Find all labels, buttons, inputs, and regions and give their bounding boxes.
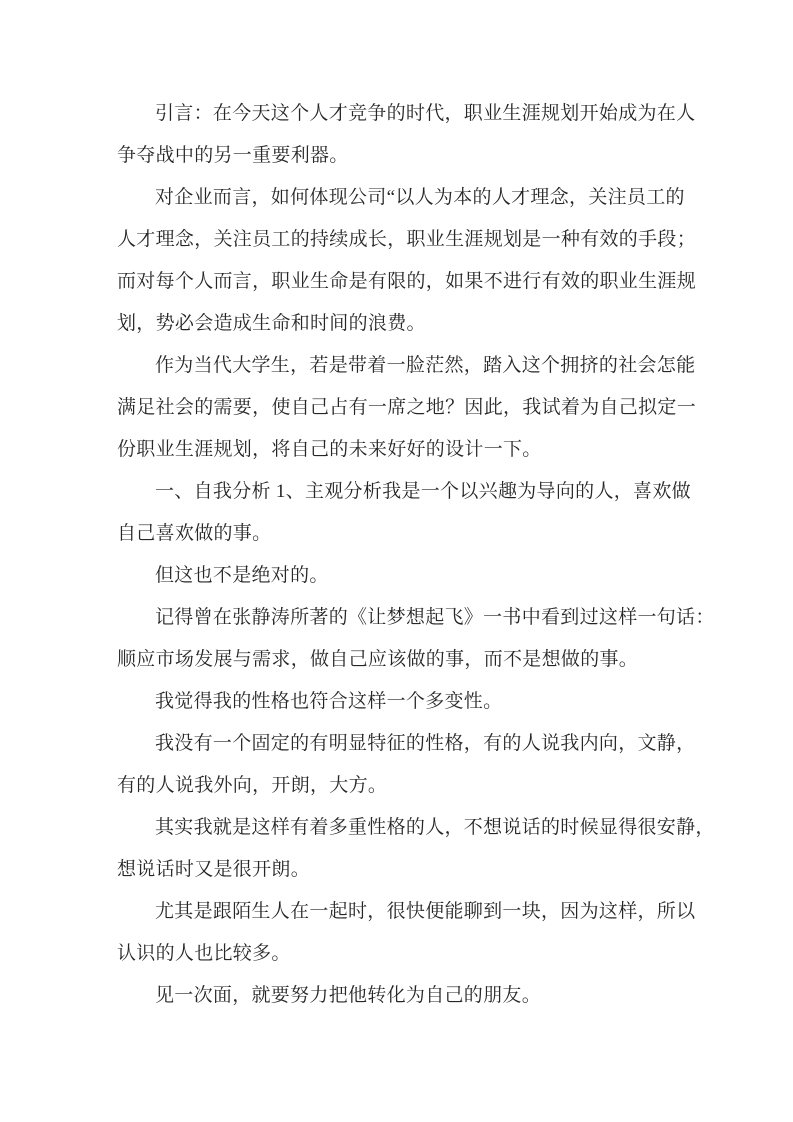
text-line: 份职业生涯规划，将自己的未来好好的设计一下。 [117,439,542,460]
text-line: 而对每个人而言，职业生命是有限的，如果不进行有效的职业生涯规 [117,271,697,292]
text-line: 争夺战中的另一重要利器。 [117,145,349,166]
paragraph-make-friends [117,975,683,1017]
text-line: 对企业而言，如何体现公司“以人为本的人才理念，关注员工的 [155,187,685,208]
text-line: 人才理念，关注员工的持续成长，职业生涯规划是一种有效的手段； [117,229,697,250]
text-line: 自己喜欢做的事。 [117,523,272,544]
text-line: 见一次面，就要努力把他转化为自己的朋友。 [155,985,542,1006]
text-line: 认识的人也比较多。 [117,943,291,964]
text-line: 有的人说我外向，开朗，大方。 [117,775,388,796]
paragraph-self-analysis [117,471,691,555]
text-line: 引言：在今天这个人才竞争的时代，职业生涯规划开始成为在人 [155,103,696,124]
text-line: 记得曾在张静涛所著的《让梦想起飞》一书中看到过这样一句话： [155,607,715,628]
text-line: 满足社会的需要，使自己占有一席之地？因此，我试着为自己拟定一 [117,397,697,418]
paragraph-multiple-personality [117,807,715,891]
paragraph-personality-fit [117,681,683,723]
paragraph-intro [117,93,696,177]
text-line: 划，势必会造成生命和时间的浪费。 [117,313,426,334]
text-line: 顺应市场发展与需求，做自己应该做的事，而不是想做的事。 [117,649,639,670]
text-line: 我没有一个固定的有明显特征的性格，有的人说我内向，文静， [155,733,696,754]
text-line: 尤其是跟陌生人在一起时，很快便能聊到一块，因为这样，所以 [155,901,696,922]
text-line: 但这也不是绝对的。 [155,565,329,586]
text-line: 作为当代大学生，若是带着一脸茫然，踏入这个拥挤的社会怎能 [155,355,696,376]
text-line: 一、自我分析 1、主观分析我是一个以兴趣为导向的人，喜欢做 [155,481,691,502]
text-line: 我觉得我的性格也符合这样一个多变性。 [155,691,503,712]
paragraph-student [117,345,697,471]
text-line: 想说话时又是很开朗。 [117,859,311,880]
paragraph-not-absolute [117,555,683,597]
paragraph-enterprise [117,177,697,345]
paragraph-no-fixed-personality [117,723,696,807]
paragraph-strangers [117,891,696,975]
paragraph-book-quote [117,597,715,681]
text-line: 其实我就是这样有着多重性格的人，不想说话的时候显得很安静， [155,817,715,838]
